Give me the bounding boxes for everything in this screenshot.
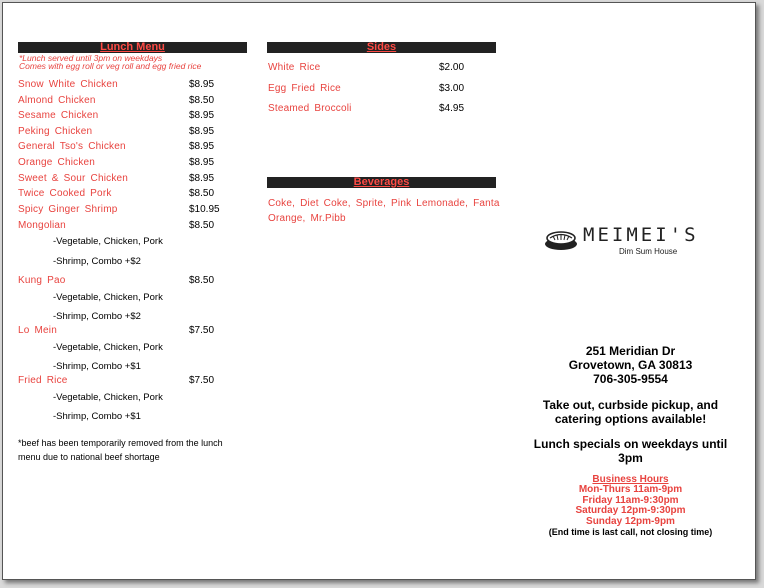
menu-item-name: Fried Rice xyxy=(18,375,68,386)
menu-item-price: $8.95 xyxy=(189,126,215,137)
side-item-name: Steamed Broccoli xyxy=(268,103,352,114)
menu-item-price: $8.95 xyxy=(189,141,215,152)
specials-line2: 3pm xyxy=(618,451,643,465)
brand-tagline: Dim Sum House xyxy=(619,247,678,256)
menu-item-price: $8.50 xyxy=(189,188,215,199)
beverages-list-line1: Coke, Diet Coke, Sprite, Pink Lemonade, Fanta xyxy=(268,198,500,209)
menu-item-price: $10.95 xyxy=(189,204,220,215)
hours-line: Friday 11am-9:30pm xyxy=(582,495,679,506)
side-item-name: White Rice xyxy=(268,62,321,73)
specials-line1: Lunch specials on weekdays until xyxy=(533,437,728,451)
address-line1: 251 Meridian Dr xyxy=(585,344,676,358)
dumpling-icon xyxy=(543,229,579,251)
hours-line: Sunday 12pm-9pm xyxy=(586,516,675,527)
hours-footnote: (End time is last call, not closing time) xyxy=(548,527,713,537)
menu-item-option: -Shrimp, Combo +$1 xyxy=(53,411,141,422)
side-item-name: Egg Fried Rice xyxy=(268,83,341,94)
brand-logo xyxy=(543,223,723,263)
menu-item-name: Twice Cooked Pork xyxy=(18,188,112,199)
takeout-line1: Take out, curbside pickup, and xyxy=(542,398,719,412)
beverages-list-line2: Orange, Mr.Pibb xyxy=(268,213,346,224)
menu-item-price: $8.95 xyxy=(189,110,215,121)
brand-name: MEIMEI'S xyxy=(583,224,699,246)
menu-item-name: Sweet & Sour Chicken xyxy=(18,173,129,184)
menu-item-price: $7.50 xyxy=(189,375,215,386)
menu-item-option: -Vegetable, Chicken, Pork xyxy=(53,292,163,303)
menu-item-price: $8.50 xyxy=(189,95,215,106)
business-hours-title: Business Hours xyxy=(592,474,669,485)
takeout-line2: catering options available! xyxy=(554,412,707,426)
phone-number: 706-305-9554 xyxy=(593,372,668,386)
menu-item-name: Sesame Chicken xyxy=(18,110,99,121)
lunch-note-hours: *Lunch served until 3pm on weekdays xyxy=(19,53,163,63)
menu-item-price: $8.95 xyxy=(189,79,215,90)
menu-item-name: Orange Chicken xyxy=(18,157,96,168)
menu-item-price: $8.95 xyxy=(189,173,215,184)
menu-item-price: $8.95 xyxy=(189,157,215,168)
side-item-price: $2.00 xyxy=(439,62,465,73)
side-item-price: $4.95 xyxy=(439,103,465,114)
hours-line: Mon-Thurs 11am-9pm xyxy=(578,484,683,495)
hours-line: Saturday 12pm-9:30pm xyxy=(575,505,686,516)
menu-item-name: Spicy Ginger Shrimp xyxy=(18,204,118,215)
menu-item-price: $7.50 xyxy=(189,325,215,336)
menu-item-option: -Vegetable, Chicken, Pork xyxy=(53,236,163,247)
menu-item-name: Peking Chicken xyxy=(18,126,93,137)
menu-item-option: -Shrimp, Combo +$1 xyxy=(53,361,141,372)
lunch-menu-header: Lunch Menu xyxy=(18,42,247,53)
sides-header: Sides xyxy=(267,42,496,53)
menu-item-option: -Shrimp, Combo +$2 xyxy=(53,256,141,267)
menu-item-option: -Shrimp, Combo +$2 xyxy=(53,311,141,322)
beverages-header: Beverages xyxy=(267,177,496,188)
lunch-note-includes: Comes with egg roll or veg roll and egg fried rice xyxy=(19,61,202,71)
menu-item-price: $8.50 xyxy=(189,275,215,286)
menu-item-price: $8.50 xyxy=(189,220,215,231)
address-line2: Grovetown, GA 30813 xyxy=(568,358,693,372)
menu-item-name: Mongolian xyxy=(18,220,66,231)
menu-item-name: Snow White Chicken xyxy=(18,79,118,90)
menu-item-name: General Tso's Chicken xyxy=(18,141,126,152)
menu-page xyxy=(2,2,756,580)
menu-item-name: Almond Chicken xyxy=(18,95,96,106)
menu-item-option: -Vegetable, Chicken, Pork xyxy=(53,342,163,353)
menu-item-name: Kung Pao xyxy=(18,275,66,286)
menu-item-name: Lo Mein xyxy=(18,325,57,336)
beef-note-line1: *beef has been temporarily removed from the lunch xyxy=(18,438,223,448)
menu-item-option: -Vegetable, Chicken, Pork xyxy=(53,392,163,403)
side-item-price: $3.00 xyxy=(439,83,465,94)
beef-note-line2: menu due to national beef shortage xyxy=(18,452,160,462)
